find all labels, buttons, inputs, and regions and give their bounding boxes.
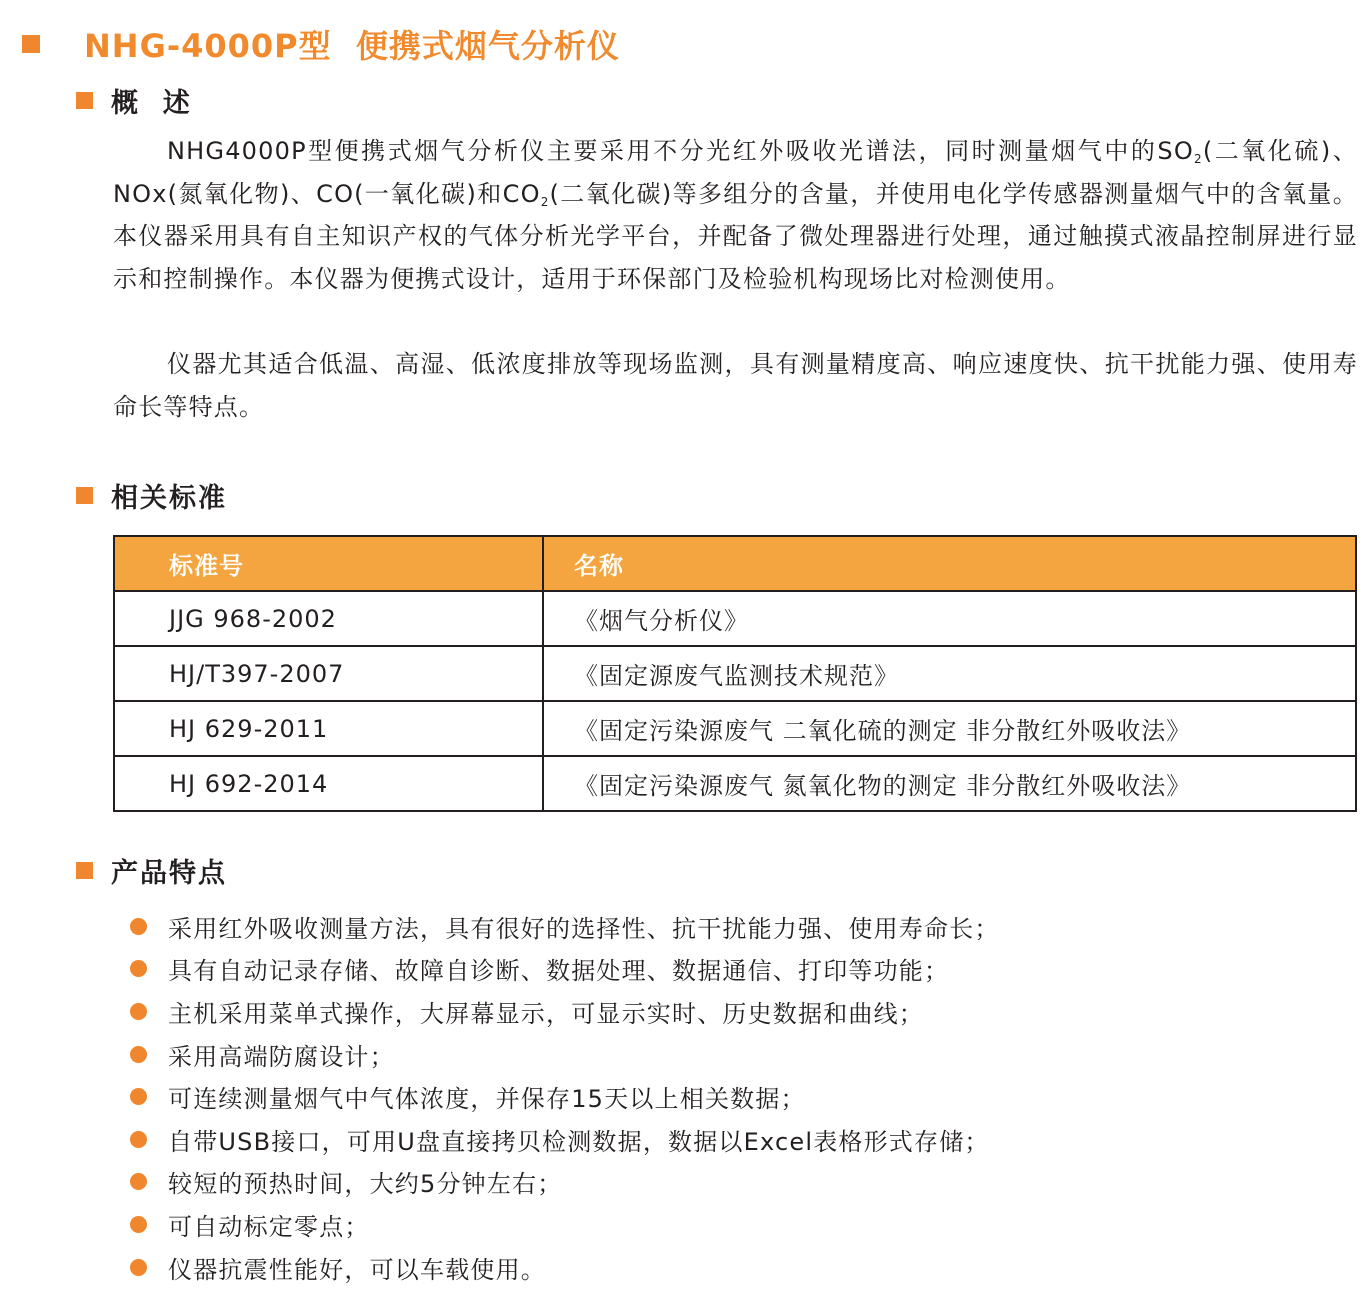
feature-text: 主机采用菜单式操作，大屏幕显示，可显示实时、历史数据和曲线； <box>168 999 924 1028</box>
standards-table <box>113 535 1357 812</box>
table-row <box>114 591 1356 646</box>
feature-text: 具有自动记录存储、故障自诊断、数据处理、数据通信、打印等功能； <box>168 957 950 986</box>
bullet-dot-icon <box>130 1131 147 1148</box>
features-list <box>130 905 1000 1288</box>
feature-text: 采用高端防腐设计； <box>168 1042 395 1071</box>
standards-table-header <box>114 536 1356 591</box>
feature-text: 采用红外吸收测量方法，具有很好的选择性、抗干扰能力强、使用寿命长； <box>168 914 1000 943</box>
document-title-row <box>22 22 620 66</box>
list-item <box>130 948 1000 991</box>
so2-subscript: 2 <box>1193 152 1203 166</box>
list-item <box>130 1075 1000 1118</box>
feature-text: 自带USB接口，可用U盘直接拷贝检测数据，数据以Excel表格形式存储； <box>168 1127 990 1156</box>
list-item <box>130 1033 1000 1076</box>
bullet-dot-icon <box>130 1003 147 1020</box>
bullet-dot-icon <box>130 1173 147 1190</box>
overview-heading-row <box>76 83 192 117</box>
overview-text-part-1: NHG4000P型便携式烟气分析仪主要采用不分光红外吸收光谱法，同时测量烟气中的SO <box>167 137 1194 165</box>
standard-code: HJ 692-2014 <box>114 756 543 811</box>
overview-paragraph-2: 仪器尤其适合低温、高湿、低浓度排放等现场监测，具有测量精度高、响应速度快、抗干扰能力强、使用寿命长等特点。 <box>113 350 1358 421</box>
bullet-dot-icon <box>130 960 147 977</box>
features-heading-row <box>76 853 227 887</box>
standards-heading-row <box>76 478 227 512</box>
table-row <box>114 701 1356 756</box>
list-item <box>130 1203 1000 1246</box>
bullet-dot-icon <box>130 1088 147 1105</box>
feature-text: 可连续测量烟气中气体浓度，并保存15天以上相关数据； <box>168 1085 806 1114</box>
standard-name: 《固定污染源废气 氮氧化物的测定 非分散红外吸收法》 <box>543 756 1356 811</box>
features-square-icon <box>76 862 93 879</box>
bullet-dot-icon <box>130 1216 147 1233</box>
feature-text: 较短的预热时间，大约5分钟左右； <box>168 1170 563 1199</box>
standard-name: 《烟气分析仪》 <box>543 591 1356 646</box>
column-header-name: 名称 <box>543 536 1356 591</box>
standard-code: HJ/T397-2007 <box>114 646 543 701</box>
list-item <box>130 1118 1000 1161</box>
column-header-code: 标准号 <box>114 536 543 591</box>
table-row <box>114 646 1356 701</box>
title-square-icon <box>22 35 40 53</box>
standard-name: 《固定污染源废气 二氧化硫的测定 非分散红外吸收法》 <box>543 701 1356 756</box>
overview-square-icon <box>76 92 93 109</box>
standards-square-icon <box>76 487 93 504</box>
features-heading: 产品特点 <box>111 857 227 889</box>
bullet-dot-icon <box>130 1259 147 1276</box>
list-item <box>130 905 1000 948</box>
standards-heading: 相关标准 <box>111 482 227 514</box>
list-item <box>130 1246 1000 1289</box>
overview-paragraph-1 <box>113 130 1358 300</box>
standard-name: 《固定源废气监测技术规范》 <box>543 646 1356 701</box>
list-item <box>130 1161 1000 1204</box>
bullet-dot-icon <box>130 918 147 935</box>
feature-text: 可自动标定零点； <box>168 1212 370 1241</box>
co2-subscript: 2 <box>540 194 550 209</box>
overview-text-part-3: (二氧化碳)等多组分的含量，并使用电化学传感器测量烟气中的含氧量。本仪器采用具有自主知识产权的气体分析光学平台，并配备了微处理器进行处理，通过触摸式液晶控制屏进行显示和控制操作。本仪器为便携式设计，适用于环保部门及检验机构现场比对检测使用。 <box>113 179 1358 293</box>
overview-heading: 概 述 <box>111 87 192 119</box>
feature-text: 仪器抗震性能好，可以车载使用。 <box>168 1255 546 1284</box>
standard-code: JJG 968-2002 <box>114 591 543 646</box>
table-row <box>114 756 1356 811</box>
standard-code: HJ 629-2011 <box>114 701 543 756</box>
document-title: NHG-4000P型 便携式烟气分析仪 <box>84 27 620 65</box>
overview-text-part-2: (二氧化硫)、NOx(氮氧化物)、CO(一氧化碳)和CO <box>113 137 1358 208</box>
list-item <box>130 990 1000 1033</box>
bullet-dot-icon <box>130 1046 147 1063</box>
